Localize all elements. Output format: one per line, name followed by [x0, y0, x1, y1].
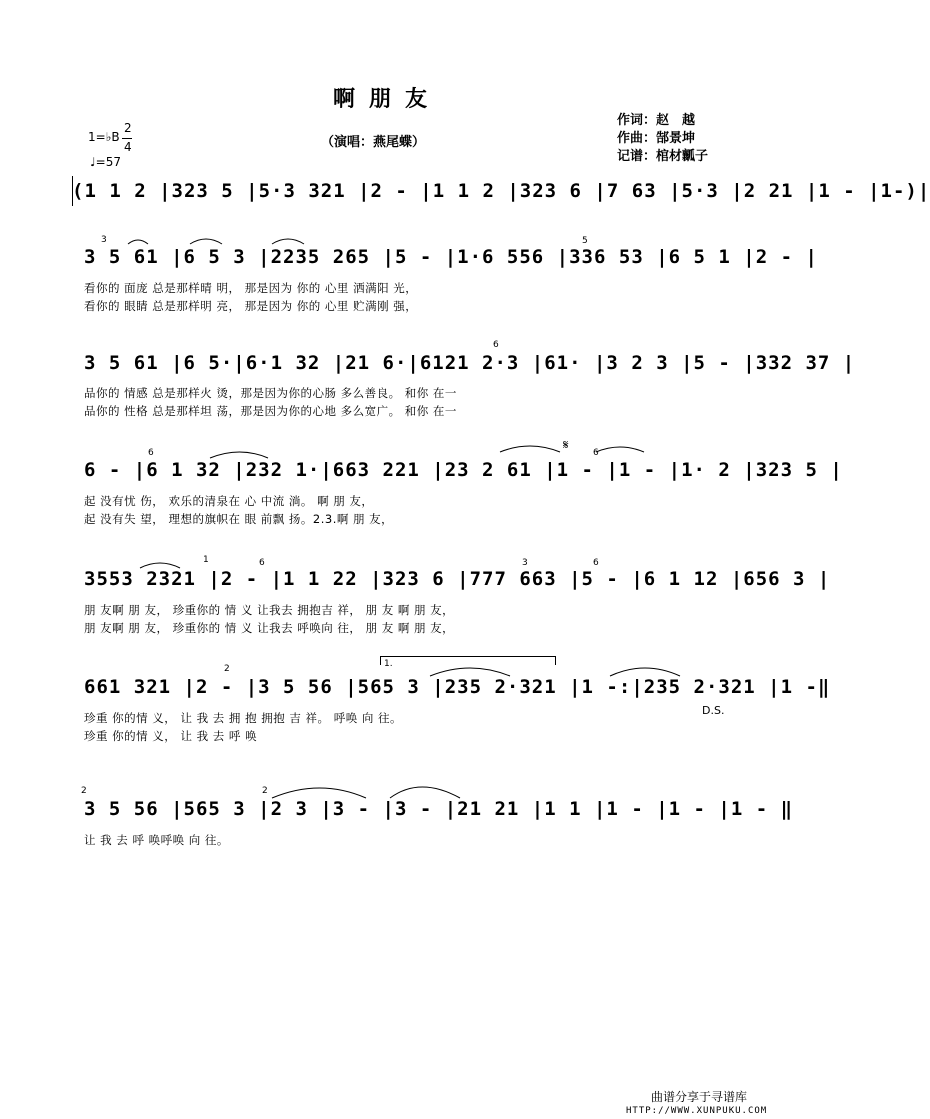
grace-note: 3: [101, 235, 107, 245]
segno-mark: 𝄋: [563, 438, 569, 453]
lyrics-system-6-verse-2: 珍重 你的情 义， 让 我 去 呼 唤: [84, 729, 258, 743]
notation-system-6: 661 321 |2 - |3 5 56 |565 3 |235 2·321 |1 -:|235 2·321 |1 -‖: [84, 676, 831, 698]
grace-note: 6: [259, 558, 265, 568]
notation-system-1: (1 1 2 |323 5 |5·3 321 |2 - |1 1 2 |323 6 |7 63 |5·3 |2 21 |1 - |1-)|: [72, 180, 930, 202]
volta-label: 1.: [384, 659, 393, 669]
footer-site-url: HTTP://WWW.XUNPUKU.COM: [626, 1106, 768, 1116]
notation-system-5: 3553 2321 |2 - |1 1 22 |323 6 |777 663 |5 - |6 1 12 |656 3 |: [84, 568, 831, 590]
grace-note: 2: [81, 786, 87, 796]
notation-system-2: 3 5 61 |6 5 3 |2235 265 |5 - |1·6 556 |336 53 |6 5 1 |2 - |: [84, 246, 818, 268]
composer-credit: 作曲：郜景坤: [617, 131, 696, 146]
footer-site-name: 曲谱分享于寻谱库: [651, 1090, 748, 1104]
grace-note: 5: [582, 236, 588, 246]
grace-note: 6: [593, 448, 599, 458]
singer-credit: （演唱：燕尾蝶）: [321, 135, 426, 150]
time-signature-bottom: 4: [124, 140, 132, 154]
grace-note: 6: [593, 558, 599, 568]
transcriber-credit: 记谱：棺材瓤子: [617, 149, 709, 164]
tempo-marking: ♩=57: [90, 155, 121, 169]
lyrics-system-5-verse-2: 朋 友啊 朋 友， 珍重你的 情 义 让我去 呼唤向 往， 朋 友 啊 朋 友，: [84, 621, 455, 635]
lyrics-system-7-verse-1: 让 我 去 呼 唤呼唤 向 往。: [84, 833, 229, 847]
lyrics-system-5-verse-1: 朋 友啊 朋 友， 珍重你的 情 义 让我去 拥抱吉 祥， 朋 友 啊 朋 友，: [84, 603, 455, 617]
lyrics-system-3-verse-1: 品你的 情感 总是那样火 烫，那是因为你的心肠 多么善良。 和你 在一: [84, 386, 457, 400]
ds-marking: D.S.: [702, 704, 725, 717]
notation-system-4: 6 - |6 1 32 |232 1·|663 221 |23 2 61 |1 - |1 - |1· 2 |323 5 |: [84, 459, 843, 481]
grace-note: 2: [224, 664, 230, 674]
notation-system-3: 3 5 61 |6 5·|6·1 32 |21 6·|6121 2·3 |61· |3 2 3 |5 - |332 37 |: [84, 352, 856, 374]
song-title: 啊朋友: [333, 87, 442, 112]
grace-note: 2: [262, 786, 268, 796]
lyrics-system-4-verse-1: 起 没有忧 伤， 欢乐的清泉在 心 中流 淌。 啊 朋 友，: [84, 494, 374, 508]
lyrics-system-4-verse-2: 起 没有失 望， 理想的旗帜在 眼 前飘 扬。2.3.啊 朋 友，: [84, 512, 394, 526]
notation-system-7: 3 5 56 |565 3 |2 3 |3 - |3 - |21 21 |1 1 |1 - |1 - |1 - ‖: [84, 798, 794, 820]
grace-note: 3: [522, 558, 528, 568]
lyrics-system-2-verse-2: 看你的 眼睛 总是那样明 亮， 那是因为 你的 心里 贮满刚 强，: [84, 299, 418, 313]
key-signature: 1=♭B: [88, 130, 120, 144]
grace-note: 6: [148, 448, 154, 458]
lyrics-system-2-verse-1: 看你的 面庞 总是那样晴 明， 那是因为 你的 心里 洒满阳 光，: [84, 281, 418, 295]
lyricist-credit: 作词：赵 越: [617, 113, 696, 128]
lyrics-system-3-verse-2: 品你的 性格 总是那样坦 荡，那是因为你的心地 多么宽广。 和你 在一: [84, 404, 457, 418]
grace-note: 1: [203, 555, 209, 565]
time-signature-top: 2: [124, 121, 132, 135]
lyrics-system-6-verse-1: 珍重 你的情 义， 让 我 去 拥 抱 拥抱 吉 祥。 呼唤 向 往。: [84, 711, 403, 725]
grace-note: 6: [493, 340, 499, 350]
